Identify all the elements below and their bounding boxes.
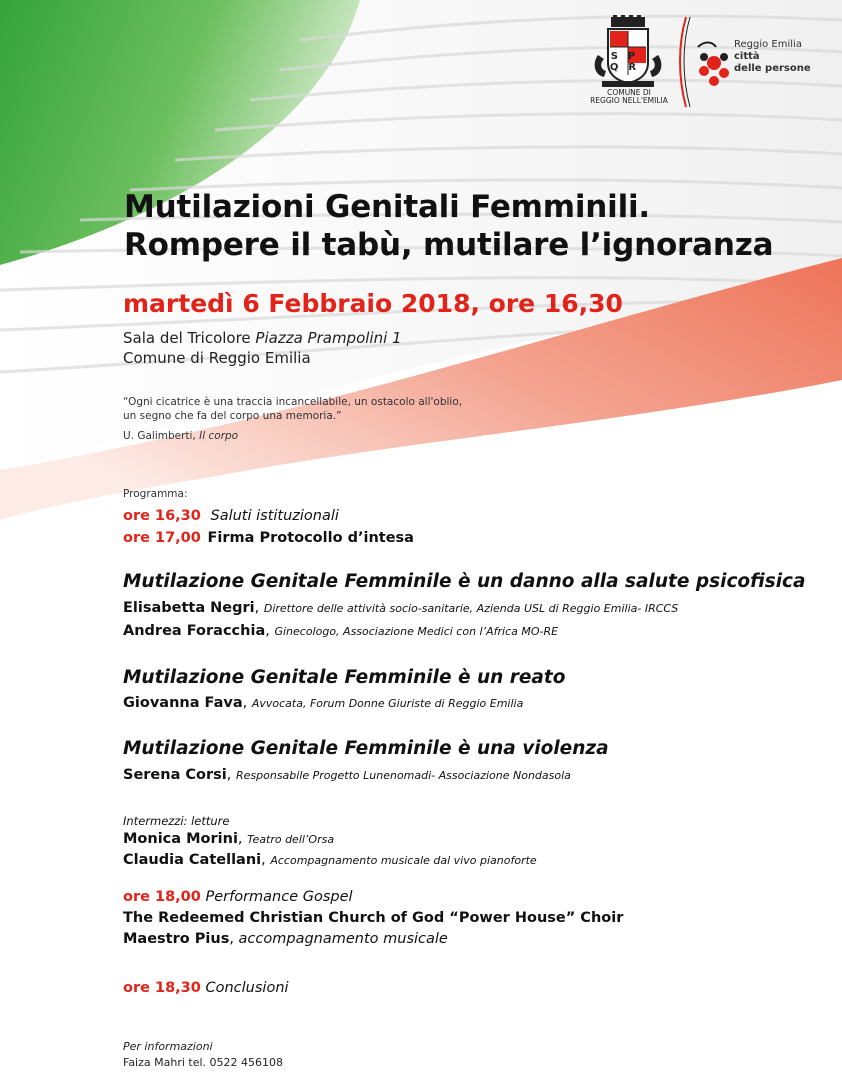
intermezzo-row: Monica Morini, Teatro dell’Orsa [123, 831, 335, 847]
gospel-time: ore 18,00 [123, 889, 201, 905]
quote-line2: un segno che fa del corpo una memoria.” [123, 410, 342, 422]
speaker-role: Direttore delle attività socio-sanitarie, Azienda USL di Reggio Emilia- IRCCS [263, 602, 679, 615]
program-item-2-time: ore 17,00 [123, 530, 201, 546]
comune-name-line2: REGGIO NELL'EMILIA [590, 96, 668, 105]
conclusion-row [123, 980, 289, 996]
section-title-2: Mutilazione Genitale Femminile è un reato [123, 667, 566, 688]
info-label: Per informazioni [123, 1040, 213, 1053]
speaker-role: Responsabile Progetto Lunenomadi- Associazione Nondasola [236, 769, 571, 782]
speaker-name: Andrea Foracchia [123, 623, 266, 639]
program-item-1 [123, 508, 339, 524]
intermezzo-row: Claudia Catellani, Accompagnamento musicale dal vivo pianoforte [123, 852, 537, 868]
performer-name: Claudia Catellani [123, 852, 262, 868]
intermezzi-label: Intermezzi: letture [123, 814, 230, 828]
brand-city: Reggio Emilia [734, 39, 802, 50]
performer-role: Accompagnamento musicale dal vivo pianoforte [270, 854, 537, 867]
quote-author: U. Galimberti, Il corpo [123, 430, 239, 442]
quote [123, 395, 462, 423]
speaker-name: Giovanna Fava [123, 695, 243, 711]
gospel-maestro: Maestro Pius [123, 931, 230, 947]
spqr-letters: SP QR [609, 51, 647, 73]
speaker-row: Serena Corsi, Responsabile Progetto Lunenomadi- Associazione Nondasola [123, 767, 571, 783]
conclusion-time: ore 18,30 [123, 980, 201, 996]
gospel-maestro-row: Maestro Pius, accompagnamento musicale [123, 931, 448, 947]
citta-brand [734, 39, 811, 75]
program-item-2-text: Firma Protocollo d’intesa [207, 530, 414, 546]
gospel-maestro-role: accompagnamento musicale [238, 931, 448, 947]
program-item-1-time: ore 16,30 [123, 508, 201, 524]
comune-name-line1: COMUNE DI [607, 88, 651, 97]
speaker-row: Giovanna Fava, Avvocata, Forum Donne Giuriste di Reggio Emilia [123, 695, 524, 711]
info-contact: Faiza Mahri tel. 0522 456108 [123, 1056, 284, 1069]
quote-line1: “Ogni cicatrice è una traccia incancellabile, un ostacolo all'oblio, [123, 396, 463, 408]
event-date: martedì 6 Febbraio 2018, ore 16,30 [123, 289, 623, 318]
comune-name [586, 89, 672, 105]
speaker-row: Andrea Foracchia, Ginecologo, Associazione Medici con l’Africa MO-RE [123, 623, 559, 639]
speaker-name: Serena Corsi [123, 767, 227, 783]
program-item-2 [123, 530, 414, 546]
gospel-choir: The Redeemed Christian Church of God “Power House” Choir [123, 910, 624, 926]
quote-work: Il corpo [199, 430, 239, 442]
venue-place: Sala del Tricolore [123, 329, 256, 347]
conclusion-text: Conclusioni [205, 980, 289, 996]
section-title-1: Mutilazione Genitale Femminile è un danno alla salute psicofisica [123, 571, 806, 592]
gospel-title: Performance Gospel [205, 889, 353, 905]
brand-line2: delle persone [734, 63, 811, 74]
section-title-3: Mutilazione Genitale Femminile è una violenza [123, 738, 609, 759]
speaker-role: Ginecologo, Associazione Medici con l’Africa MO-RE [274, 625, 559, 638]
gospel-row [123, 889, 353, 905]
brand-line1: città [734, 51, 760, 62]
program-item-1-text: Saluti istituzionali [210, 508, 339, 524]
venue-address: Piazza Prampolini 1 [255, 329, 402, 347]
performer-name: Monica Morini [123, 831, 238, 847]
speaker-role: Avvocata, Forum Donne Giuriste di Reggio Emilia [251, 697, 524, 710]
speaker-name: Elisabetta Negri [123, 600, 255, 616]
title-line1: Mutilazioni Genitali Femminili. [124, 189, 651, 225]
title-line2: Rompere il tabù, mutilare l’ignoranza [124, 227, 774, 263]
venue [123, 328, 402, 368]
program-label: Programma: [123, 488, 188, 500]
info-block [123, 1039, 283, 1071]
speaker-row: Elisabetta Negri, Direttore delle attività socio-sanitarie, Azienda USL di Reggio Emilia- IRCCS [123, 600, 679, 616]
performer-role: Teatro dell’Orsa [247, 833, 335, 846]
header-logos [586, 15, 814, 110]
page-title [124, 188, 773, 264]
venue-city: Comune di Reggio Emilia [123, 349, 311, 367]
